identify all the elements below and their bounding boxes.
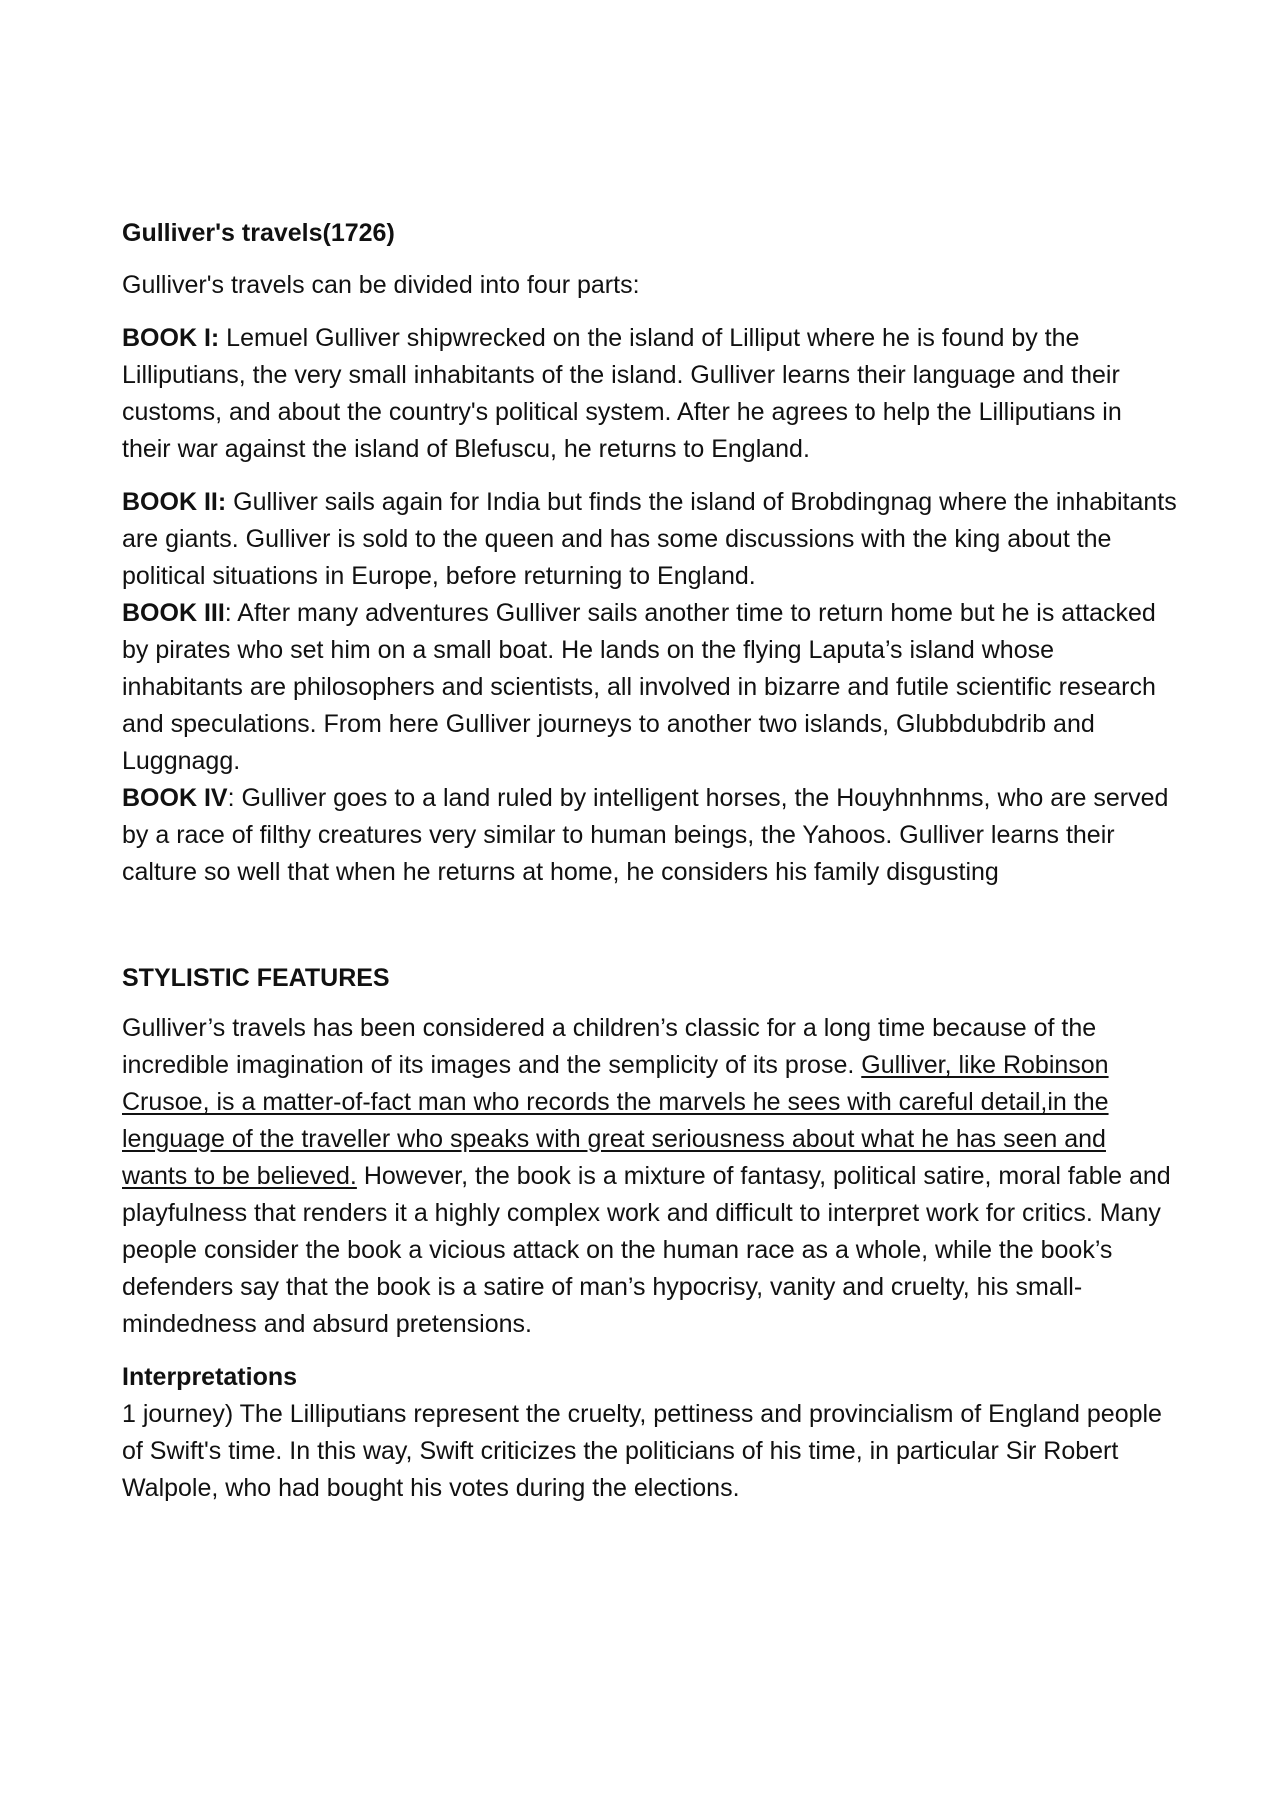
book-1-paragraph [122, 320, 1177, 468]
stylistic-features-paragraph [122, 1010, 1177, 1343]
document-page [122, 215, 1177, 1507]
book-4-text: : Gulliver goes to a land ruled by intelligent horses, the Houyhnhnms, who are served by a race of filthy creatures very similar to human beings, the Yahoos. Gulliver learns their calture so well that when he returns at home, he considers his family disgusting [122, 784, 1169, 886]
stylistic-text-after: However, the book is a mixture of fantasy, political satire, moral fable and playfulness that renders it a highly complex work and difficult to interpret work for critics. Many people consider the book a vicious attack on the human race as a whole, while the book’s defenders say that the book is a satire of man’s hypocrisy, vanity and cruelty, his small-mindedness and absurd pretensions. [122, 1162, 1171, 1338]
stylistic-features-heading: STYLISTIC FEATURES [122, 964, 390, 992]
book-3-paragraph [122, 595, 1177, 780]
stylistic-text-before: Gulliver’s travels has been considered a children’s classic for a long time because of the incredible imagination of its images and the semplicity of its prose. [122, 1014, 1097, 1079]
book-2-paragraph [122, 484, 1177, 595]
document-title: Gulliver's travels(1726) [122, 219, 395, 247]
book-3-text: : After many adventures Gulliver sails another time to return home but he is attacked by pirates who set him on a small boat. He lands on the flying Laputa’s island whose inhabitants are philosophers and scientists, all involved in bizarre and futile scientific research and speculations. From here Gulliver journeys to another two islands, Glubbdubdrib and Luggnagg. [122, 599, 1156, 775]
book-4-paragraph [122, 780, 1177, 891]
book-1-text: Lemuel Gulliver shipwrecked on the island of Lilliput where he is found by the Lilliputians, the very small inhabitants of the island. Gulliver learns their language and their customs, and about the country's political system. After he agrees to help the Lilliputians in their war against the island of Blefuscu, he returns to England. [122, 324, 1122, 463]
book-2-text: Gulliver sails again for India but finds the island of Brobdingnag where the inhabitants are giants. Gulliver is sold to the queen and has some discussions with the king about the political situations in Europe, before returning to England. [122, 488, 1177, 590]
interpretations-heading: Interpretations [122, 1363, 298, 1391]
book-1-label: BOOK I: [122, 324, 220, 352]
book-2-label: BOOK II: [122, 488, 227, 516]
intro-paragraph: Gulliver's travels can be divided into four parts: [122, 271, 640, 299]
interpretations-paragraph: 1 journey) The Lilliputians represent the cruelty, pettiness and provincialism of England people of Swift's time. In this way, Swift criticizes the politicians of his time, in particular Sir Robert Walpole, who had bought his votes during the elections. [122, 1400, 1162, 1502]
book-4-label: BOOK IV [122, 784, 228, 812]
stylistic-underlined-text: Gulliver, like Robinson Crusoe, is a matter-of-fact man who records the marvels he sees with careful detail,in the lenguage of the traveller who speaks with great seriousness about what he has seen and wants to be believed. [122, 1051, 1109, 1190]
book-3-label: BOOK III [122, 599, 225, 627]
